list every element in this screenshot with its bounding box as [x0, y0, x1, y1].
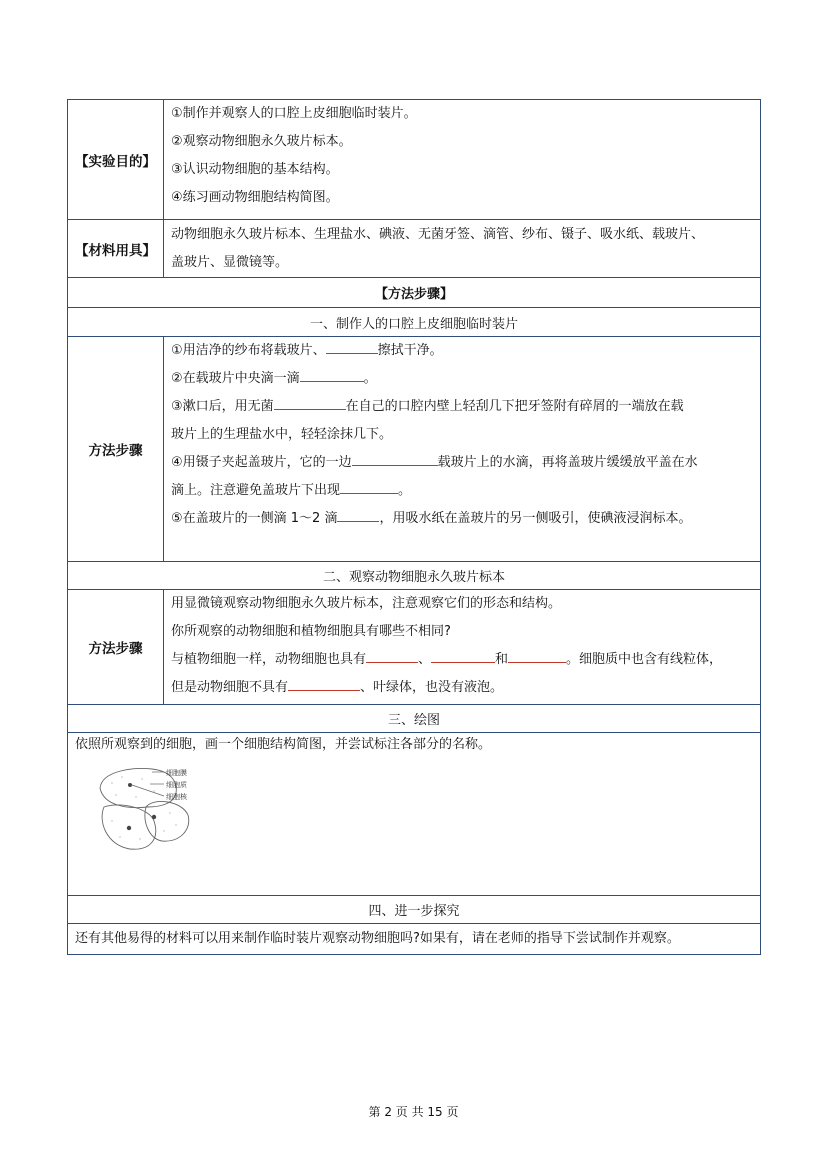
step-4: ④用镊子夹起盖玻片，它的一边 载玻片上的水滴，再将盖玻片缓缓放平盖在水 — [171, 449, 754, 477]
answer-blank[interactable] — [366, 648, 418, 663]
drawing-instruction: 依照所观察到的细胞，画一个细胞结构简图，并尝试标注各部分的名称。 — [75, 737, 492, 752]
section2-label: 方法步骤 — [68, 590, 164, 704]
drawing-row — [68, 733, 760, 896]
page-footer: 第 2 页 共 15 页 — [368, 1105, 459, 1119]
materials-text: 动物细胞永久玻片标本、生理盐水、碘液、无菌牙签、滴管、纱布、镊子、吸水纸、载玻片、 — [171, 227, 705, 242]
purpose-item: ③认识动物细胞的基本结构。 — [171, 162, 339, 177]
method-header: 【方法步骤】 — [374, 287, 453, 302]
nucleus — [128, 783, 132, 787]
obs-compare-1: 与植物细胞一样，动物细胞也具有 、 和 。细胞质中也含有线粒体， — [171, 646, 754, 674]
materials-text: 盖玻片、显微镜等。 — [171, 255, 289, 270]
section1-title-row — [68, 308, 760, 337]
materials-label: 【材料用具】 — [68, 220, 164, 277]
answer-blank[interactable] — [300, 367, 364, 382]
label-line — [132, 785, 164, 796]
section2-row — [68, 590, 760, 705]
cell-outline-3 — [145, 801, 189, 841]
step-5: ⑤在盖玻片的一侧滴 1～2 滴 ，用吸水纸在盖玻片的另一侧吸引，使碘液浸润标本。 — [171, 505, 754, 533]
purpose-item: ④练习画动物细胞结构简图。 — [171, 190, 339, 205]
answer-blank[interactable] — [337, 507, 379, 522]
method-header-row — [68, 278, 760, 308]
purpose-row — [68, 100, 760, 220]
section4-text: 还有其他易得的材料可以用来制作临时装片观察动物细胞吗?如果有，请在老师的指导下尝试制作并观察。 — [75, 931, 680, 946]
step-4-cont: 滴上。注意避免盖玻片下出现 。 — [171, 477, 754, 505]
obs-compare-2: 但是动物细胞不具有 、叶绿体，也没有液泡。 — [171, 674, 754, 702]
step-1: ①用洁净的纱布将载玻片、 擦拭干净。 — [171, 337, 754, 365]
obs-line: 用显微镜观察动物细胞永久玻片标本，注意观察它们的形态和结构。 — [171, 596, 562, 611]
answer-blank[interactable] — [340, 479, 398, 494]
answer-blank[interactable] — [431, 648, 495, 663]
nucleus — [152, 815, 156, 819]
section3-title-row — [68, 705, 760, 733]
section4-title: 四、进一步探究 — [368, 904, 460, 919]
section2-title: 二、观察动物细胞永久玻片标本 — [322, 570, 505, 585]
purpose-item: ②观察动物细胞永久玻片标本。 — [171, 134, 352, 149]
materials-row — [68, 220, 760, 278]
purpose-label: 【实验目的】 — [68, 100, 164, 219]
step-3: ③漱口后，用无菌 在自己的口腔内壁上轻刮几下把牙签附有碎屑的一端放在载 — [171, 393, 754, 421]
diagram-label: 细胞质 — [166, 781, 187, 789]
diagram-label: 细胞膜 — [166, 769, 187, 777]
step-3-cont: 玻片上的生理盐水中，轻轻涂抹几下。 — [171, 427, 393, 442]
section2-title-row — [68, 562, 760, 590]
answer-blank[interactable] — [352, 451, 438, 466]
answer-blank[interactable] — [326, 339, 378, 354]
section1-row — [68, 337, 760, 562]
section4-title-row — [68, 896, 760, 924]
cell-diagram — [92, 763, 222, 863]
purpose-item: ①制作并观察人的口腔上皮细胞临时装片。 — [171, 106, 417, 121]
step-2: ②在载玻片中央滴一滴 。 — [171, 365, 754, 393]
section1-label: 方法步骤 — [68, 337, 164, 561]
answer-blank[interactable] — [508, 648, 566, 663]
answer-blank[interactable] — [274, 395, 346, 410]
nucleus — [127, 826, 131, 830]
section3-title: 三、绘图 — [387, 713, 440, 728]
section1-title: 一、制作人的口腔上皮细胞临时装片 — [309, 316, 518, 332]
diagram-label: 细胞核 — [166, 793, 187, 801]
answer-blank[interactable] — [288, 676, 360, 691]
obs-question: 你所观察的动物细胞和植物细胞具有哪些不相同? — [171, 624, 451, 639]
worksheet-table — [67, 99, 761, 955]
section4-row — [68, 924, 760, 954]
